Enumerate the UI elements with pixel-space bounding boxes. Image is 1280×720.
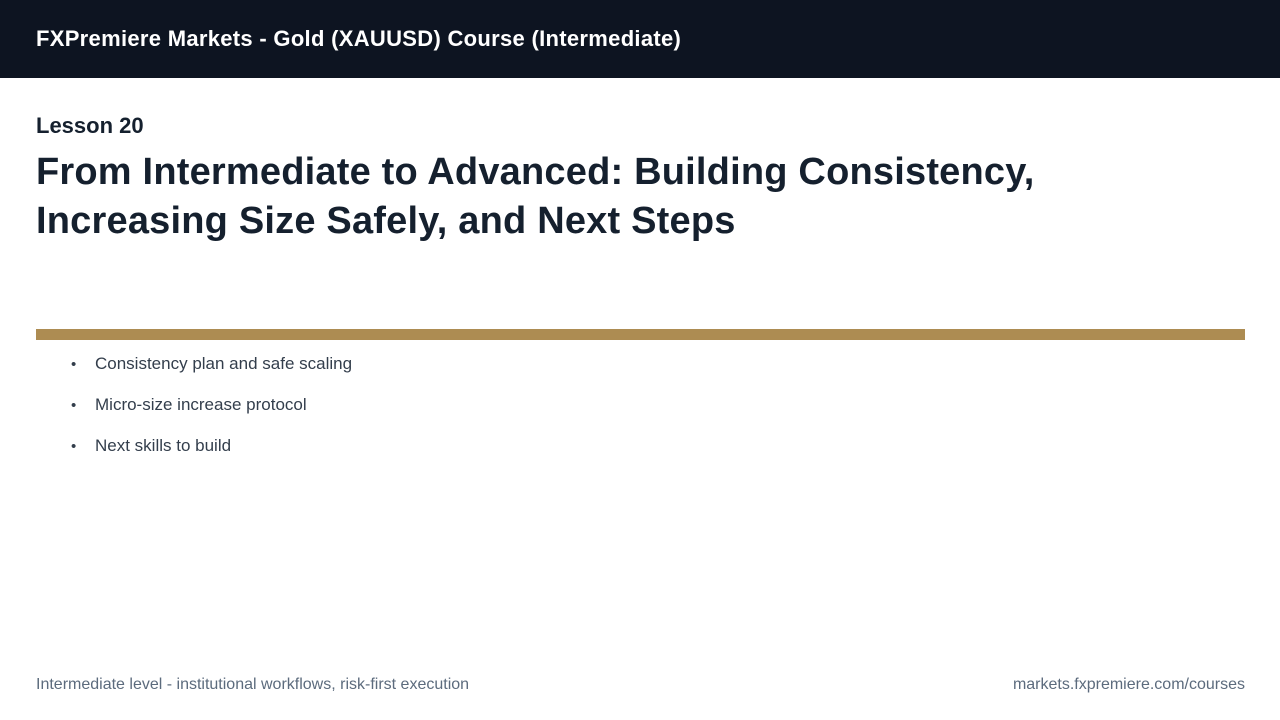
header-bar (0, 0, 1280, 78)
gold-divider (36, 329, 1245, 340)
bullet-dot-icon: • (71, 356, 77, 373)
footer-url-text: markets.fxpremiere.com/courses (1012, 676, 1245, 693)
bullet-dot-icon: • (71, 397, 77, 414)
bullet-dot-icon: • (71, 438, 77, 455)
footer (36, 676, 1245, 694)
course-header-title: FXPremiere Markets - Gold (XAUUSD) Course (Intermediate) (36, 26, 682, 51)
bullet-item (71, 435, 352, 458)
footer-level-text: Intermediate level - institutional workflows, risk-first execution (36, 676, 470, 693)
bullet-item-text: Next skills to build (95, 436, 232, 455)
bullet-item (71, 353, 352, 376)
bullet-item (71, 394, 352, 417)
slide-title: From Intermediate to Advanced: Building Consistency, Increasing Size Safely, and Next Steps (36, 151, 1035, 242)
lesson-number-label: Lesson 20 (36, 113, 144, 138)
bullet-list (71, 353, 352, 476)
bullet-item-text: Micro-size increase protocol (95, 395, 307, 414)
bullet-item-text: Consistency plan and safe scaling (95, 354, 353, 373)
